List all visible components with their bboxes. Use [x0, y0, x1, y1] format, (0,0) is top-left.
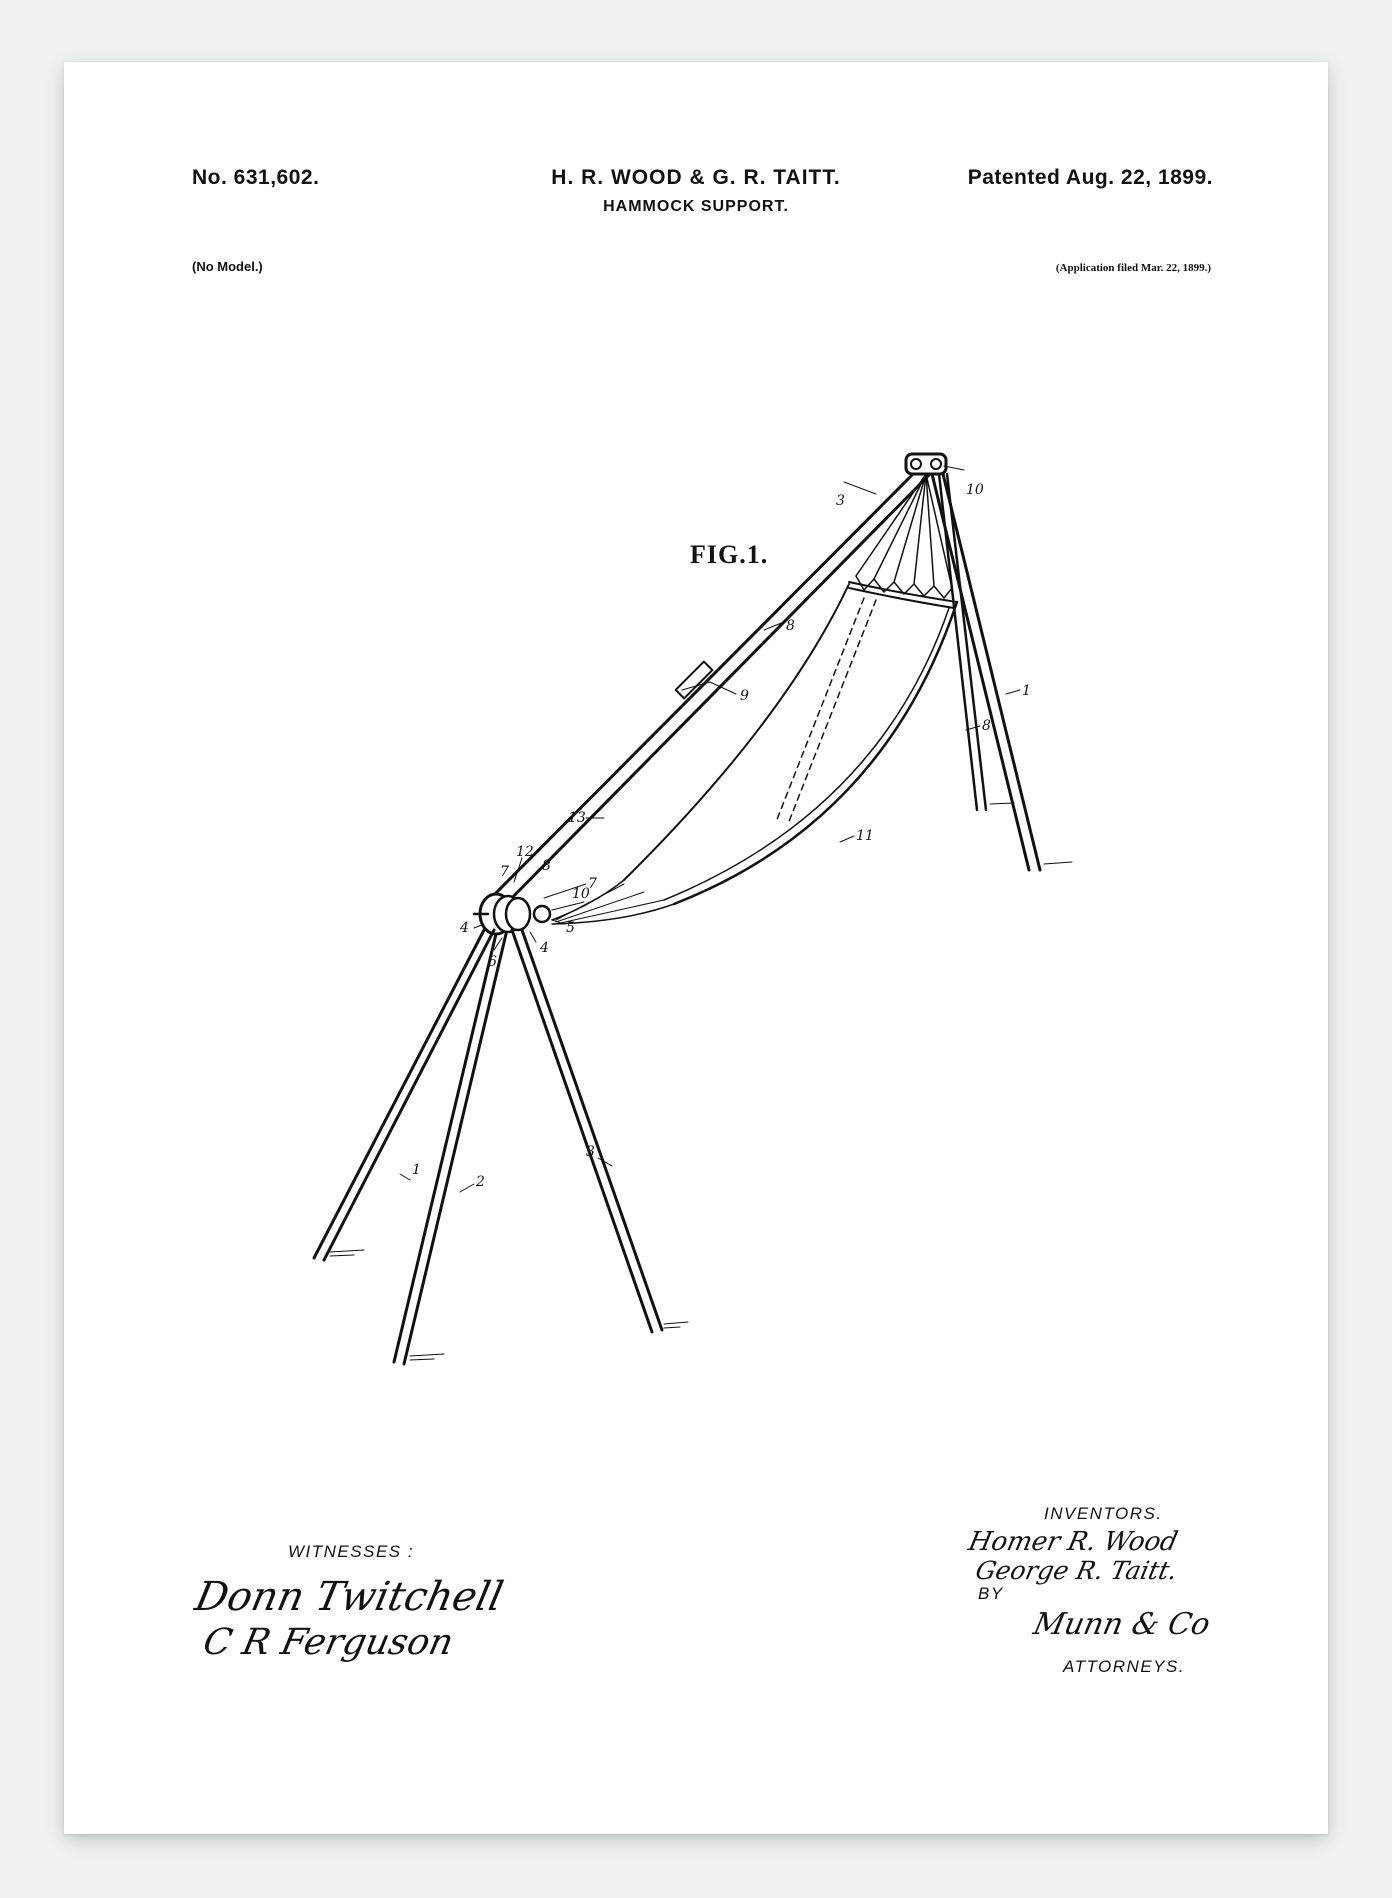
patented-date: Patented Aug. 22, 1899. — [967, 166, 1213, 189]
attorneys-label: ATTORNEYS. — [1063, 1657, 1186, 1676]
figure-label: FIG.1. — [690, 540, 769, 569]
witnesses-label: WITNESSES : — [288, 1542, 415, 1561]
attorney-signature: Munn & Co — [1030, 1607, 1214, 1642]
inventors-heading: H. R. WOOD & G. R. TAITT. — [551, 166, 841, 189]
ref-numeral-2: 2 — [476, 1174, 485, 1190]
ref-numeral-1-right: 1 — [1022, 683, 1031, 699]
ref-numeral-4-right: 4 — [540, 940, 549, 956]
ref-numeral-7-left: 7 — [500, 864, 509, 880]
no-model-note: (No Model.) — [192, 259, 263, 274]
witness-signature-2: C R Ferguson — [199, 1622, 457, 1663]
ref-numeral-11: 11 — [856, 828, 874, 844]
ref-numeral-8-upper: 8 — [786, 618, 795, 634]
ref-numeral-10-top: 10 — [966, 482, 984, 498]
witness-signature-1: Donn Twitchell — [191, 1574, 508, 1620]
inventors-label: INVENTORS. — [1044, 1504, 1163, 1523]
ref-numeral-3-top: 3 — [836, 493, 845, 509]
patent-poster — [64, 62, 1328, 1834]
ref-numeral-5: 5 — [566, 920, 575, 936]
inventor-signature-2: George R. Taitt. — [972, 1556, 1180, 1585]
ref-numeral-7-right: 7 — [588, 876, 597, 892]
ref-numeral-13: 13 — [568, 810, 586, 826]
patent-title: HAMMOCK SUPPORT. — [603, 198, 789, 215]
ref-numeral-3-bottom: 3 — [586, 1144, 595, 1160]
inventor-signature-1: Homer R. Wood — [965, 1527, 1181, 1557]
ref-numeral-8-lower: 8 — [542, 858, 551, 874]
ref-numeral-8-right: 8 — [982, 718, 991, 734]
ref-numeral-9: 9 — [740, 688, 749, 704]
by-label: BY — [978, 1584, 1004, 1603]
application-note: (Application filed Mar. 22, 1899.) — [1055, 262, 1211, 274]
ref-numeral-4-left: 4 — [460, 920, 469, 936]
ref-numeral-12: 12 — [516, 844, 534, 860]
ref-numeral-1-left: 1 — [412, 1162, 421, 1178]
ref-numeral-6: 6 — [488, 954, 497, 970]
patent-number: No. 631,602. — [192, 166, 320, 189]
ref-numeral-10-bottom: 10 — [572, 886, 590, 902]
